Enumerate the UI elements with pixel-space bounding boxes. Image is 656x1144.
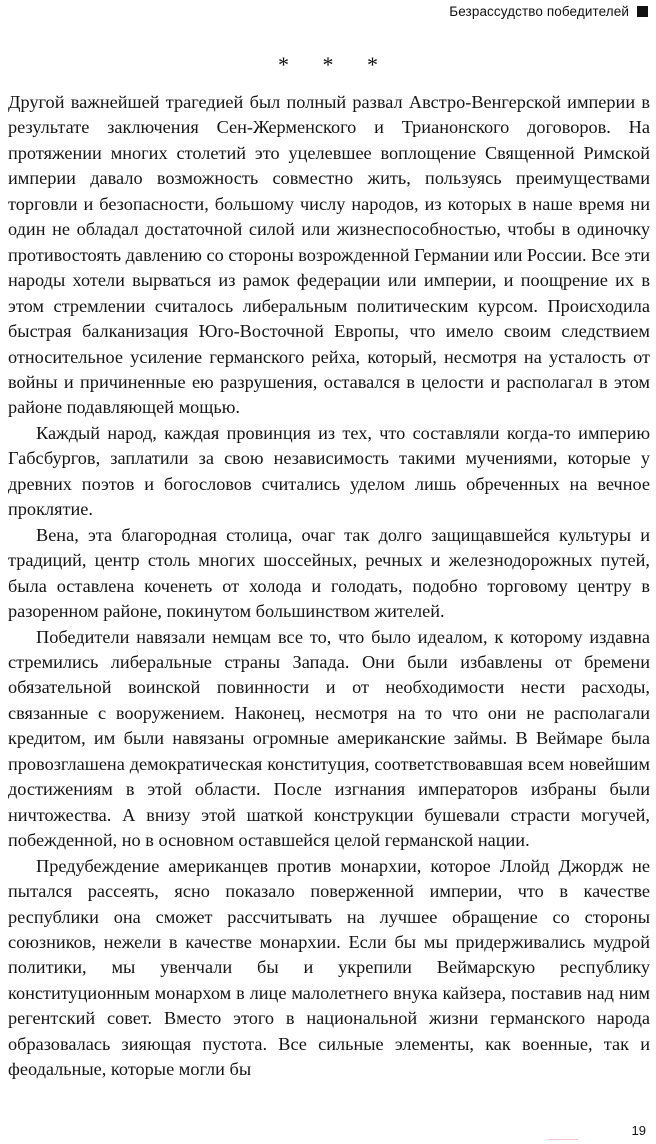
page-number: 19 <box>631 1123 646 1138</box>
paragraph: Предубеждение американцев против монархии, которое Ллойд Джордж не пытался рассеять, ясно показало поверженной империи, что в качестве республики она сможет рассчитывать на лучшее обращение со стороны союзников, нежели в качестве монархии. Если бы мы придерживались мудрой политики, мы увенчали бы и укрепили Веймарскую республику конституционным монархом в лице малолетнего внука кайзера, поставив над ним регентский совет. Вместо этого в национальной жизни германского народа образовалась зияющая пустота. Все сильные элементы, как военные, так и феодальные, которые могли бы <box>8 855 650 1080</box>
paragraph: Победители навязали немцам все то, что было идеалом, к которому издавна стремились либеральные страны Запада. Они были избавлены от бремени обязательной воинской повинности и от необходимости нести расходы, связанные с вооружением. Наконец, несмотря на то что они не располагали кредитом, им были навязаны огромные американские займы. В Веймаре была провозглашена демократическая конституция, соответствовавшая всем новейшим достижениям в этой области. После изгнания императоров избраны были ничтожества. А внизу этой шаткой конструкции бушевали страсти могучей, побежденной, но в основном оставшейся целой германской нации. <box>8 626 650 851</box>
section-separator: * * * <box>278 52 392 77</box>
text-body <box>8 90 650 1083</box>
paragraph: Каждый народ, каждая провинция из тех, что составляли когда-то империю Габсбургов, заплатили за свою независимость такими мучениями, которые у древних поэтов и богословов считались уделом лишь обреченных на вечное проклятие. <box>8 422 650 520</box>
running-header <box>449 4 648 19</box>
paragraph: Вена, эта благородная столица, очаг так долго защищавшейся культуры и традиций, центр столь многих шоссейных, речных и железнодорожных путей, была оставлена коченеть от холода и голодать, подобно торговому центру в разоренном районе, покинутом большинством жителей. <box>8 524 650 622</box>
square-marker-icon <box>637 6 648 17</box>
paragraph: Другой важнейшей трагедией был полный развал Австро-Венгерской империи в результате заключения Сен-Жерменского и Трианонского договоров. На протяжении многих столетий это уцелевшее воплощение Священной Римской империи давало возможность совместно жить, пользуясь преимуществами торговли и безопасности, большому числу народов, из которых в наше время ни один не обладал достаточной силой или жизнеспособностью, чтобы в одиночку противостоять давлению со стороны возрожденной Германии или России. Все эти народы хотели вырваться из рамок федерации или империи, и поощрение их в этом стремлении считалось либеральным политическим курсом. Происходила быстрая балканизация Юго-Восточной Европы, что имело своим следствием относительное усиление германского рейха, который, несмотря на усталость от войны и причиненные ею разрушения, оставался в целости и располагал в этом районе подавляющей мощью. <box>8 92 651 418</box>
running-title: Безрассудство победителей <box>449 4 629 19</box>
bottom-rule <box>548 1139 578 1140</box>
